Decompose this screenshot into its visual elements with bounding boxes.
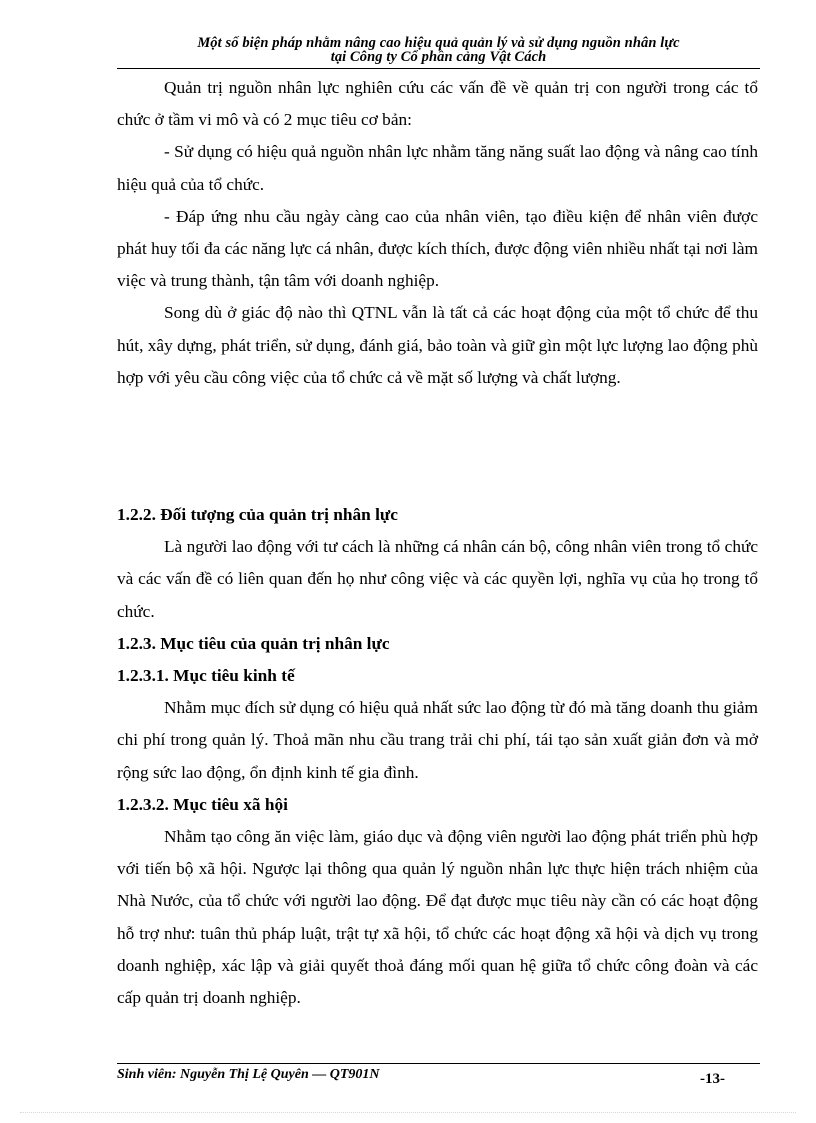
- header-title-line2: tại Công ty Cổ phần cảng Vật Cách: [330, 49, 547, 65]
- paragraph-1-2-3-2: Nhằm tạo công ăn việc làm, giáo dục và động viên người lao động phát triển phù hợp với tiến bộ xã hội. Ngược lại thông qua quản lý nguồn nhân lực thực hiện trách nhiệm của Nhà Nước, của tổ chức với người lao động. Để đạt được mục tiêu này cần có các hoạt động hỗ trợ như: tuân thủ pháp luật, trật tự xã hội, tổ chức các hoạt động xã hội và dịch vụ trong doanh nghiệp, xác lập và giải quyết thoả đáng mối quan hệ giữa tổ chức công đoàn và các cấp quản trị doanh nghiệp.: [117, 827, 758, 1008]
- page-bottom-edge: [20, 1112, 796, 1113]
- heading-1-2-3: 1.2.3. Mục tiêu của quản trị nhân lực: [117, 633, 390, 653]
- paragraph-1-2-2: Là người lao động với tư cách là những cá nhân cán bộ, công nhân viên trong tổ chức và các vấn đề có liên quan đến họ như công việc và các quyền lợi, nghĩa vụ của họ trong tổ chức.: [117, 537, 758, 621]
- intro-paragraph-2: - Sử dụng có hiệu quả nguồn nhân lực nhằm tăng năng suất lao động và nâng cao tính hiệu quả của tổ chức.: [117, 142, 758, 194]
- footer-divider: [117, 1063, 760, 1064]
- paragraph-1-2-3-1: Nhằm mục đích sử dụng có hiệu quả nhất sức lao động từ đó mà tăng doanh thu giảm chi phí trong quản lý. Thoả mãn nhu cầu trang trải chi phí, tái tạo sản xuất giản đơn và mở rộng sức lao động, ổn định kinh tế gia đình.: [117, 698, 758, 782]
- intro-paragraph-1: Quản trị nguồn nhân lực nghiên cứu các vấn đề về quản trị con người trong các tổ chức ở tầm vi mô và có 2 mục tiêu cơ bản:: [117, 78, 758, 130]
- intro-paragraph-3: - Đáp ứng nhu cầu ngày càng cao của nhân viên, tạo điều kiện để nhân viên được phát huy tối đa các năng lực cá nhân, được kích thích, được động viên nhiều nhất tại nơi làm việc và trung thành, tận tâm với doanh nghiệp.: [117, 206, 758, 291]
- heading-1-2-3-2: 1.2.3.2. Mục tiêu xã hội: [117, 794, 288, 814]
- header-divider: [117, 68, 760, 69]
- page-content: [117, 72, 758, 1014]
- header-title-line1: Một số biện pháp nhằm nâng cao hiệu quả quản lý và sử dụng nguồn nhân lực: [197, 35, 680, 51]
- heading-1-2-3-1: 1.2.3.1. Mục tiêu kinh tế: [117, 666, 295, 686]
- page-number: -13-: [700, 1071, 725, 1087]
- page-header: [117, 36, 760, 64]
- heading-1-2-2: 1.2.2. Đối tượng của quản trị nhân lực: [117, 505, 398, 525]
- footer-student-info: Sinh viên: Nguyễn Thị Lệ Quyên — QT901N: [117, 1067, 380, 1082]
- intro-paragraph-4: Song dù ở giác độ nào thì QTNL vẫn là tất cả các hoạt động của một tổ chức để thu hút, xây dựng, phát triển, sử dụng, đánh giá, bảo toàn và giữ gìn một lực lượng lao động phù hợp với yêu cầu công việc của tổ chức cả về mặt số lượng và chất lượng.: [117, 303, 758, 387]
